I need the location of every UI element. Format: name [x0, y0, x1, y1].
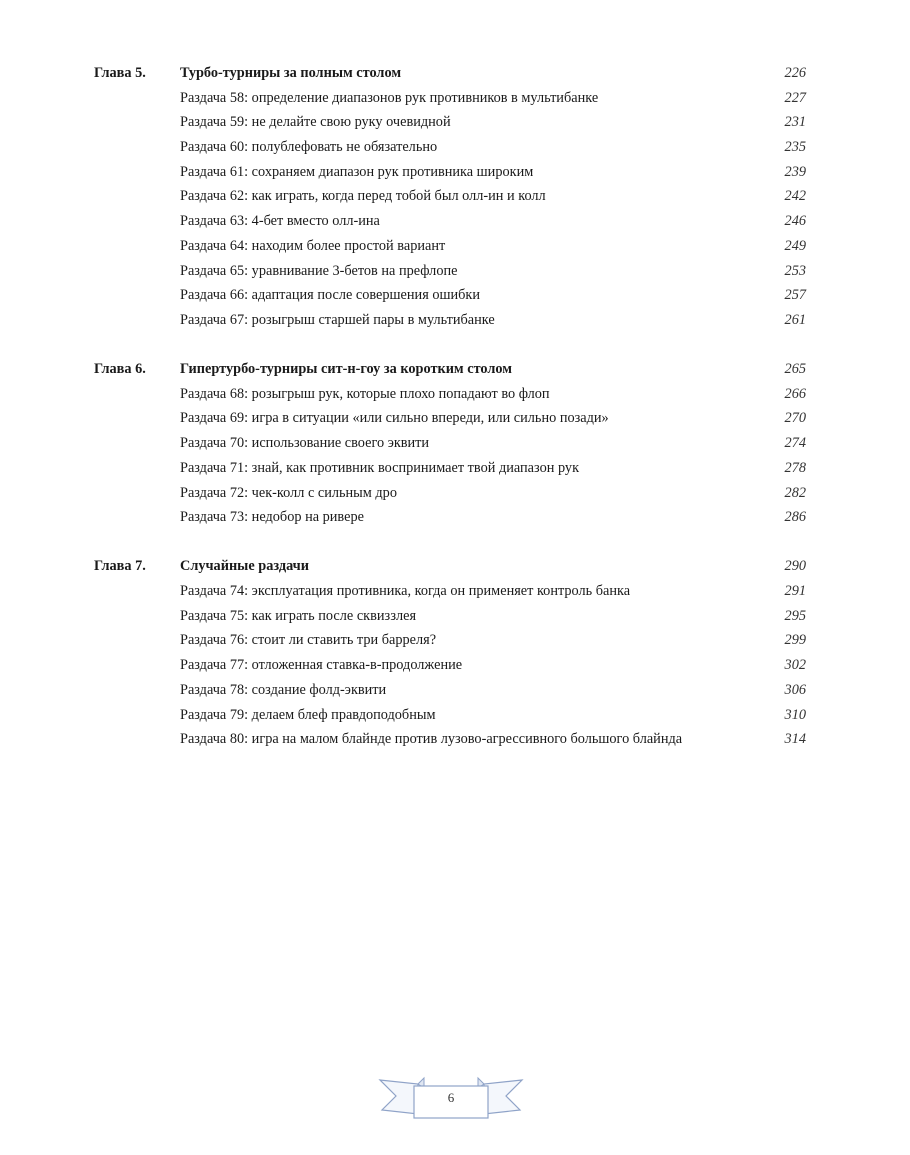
entry-title: Раздача 65: уравнивание 3-бетов на префлопе	[180, 262, 458, 279]
page-ref: 227	[784, 89, 806, 106]
toc-entry[interactable]	[94, 406, 806, 431]
toc-entry[interactable]	[94, 308, 806, 333]
page-ref: 295	[784, 607, 806, 624]
chapter-section	[94, 554, 806, 752]
entry-title: Раздача 76: стоит ли ставить три барреля?	[180, 632, 437, 649]
page-ref: 249	[784, 237, 806, 254]
toc-entry[interactable]	[94, 604, 806, 629]
chapter-section	[94, 357, 806, 530]
entry-title: Раздача 72: чек-колл с сильным дро	[180, 484, 397, 501]
entry-title: Раздача 66: адаптация после совершения ошибки	[180, 287, 481, 304]
page-ref: 282	[784, 484, 806, 501]
page-ref: 286	[784, 509, 806, 526]
entry-title: Раздача 62: как играть, когда перед тобой был олл-ин и колл	[180, 188, 546, 205]
page-ref: 231	[784, 114, 806, 131]
entry-title: Раздача 71: знай, как противник воспринимает твой диапазон рук	[180, 459, 580, 476]
page-ref: 257	[784, 287, 806, 304]
chapter-section	[94, 61, 806, 333]
toc-entry[interactable]	[94, 382, 806, 407]
entry-title: Раздача 67: розыгрыш старшей пары в мультибанке	[180, 311, 495, 328]
page-ref: 235	[784, 139, 806, 156]
entry-title: Раздача 64: находим более простой вариант	[180, 237, 446, 254]
chapter-title: Гипертурбо-турниры сит-н-гоу за коротким столом	[180, 361, 513, 378]
toc-entry[interactable]	[94, 110, 806, 135]
entry-title: Раздача 69: игра в ситуации «или сильно впереди, или сильно позади»	[180, 410, 609, 427]
page-ref: 278	[784, 459, 806, 476]
page-ref: 306	[784, 681, 806, 698]
toc-entry[interactable]	[94, 431, 806, 456]
entry-title: Раздача 59: не делайте свою руку очевидной	[180, 114, 451, 131]
toc-entry[interactable]	[94, 209, 806, 234]
toc-entry[interactable]	[94, 628, 806, 653]
chapter-title: Случайные раздачи	[180, 558, 309, 575]
entry-title: Раздача 61: сохраняем диапазон рук противника широким	[180, 163, 534, 180]
entry-title: Раздача 77: отложенная ставка-в-продолжение	[180, 657, 463, 674]
toc-entry[interactable]	[94, 653, 806, 678]
page-ref: 266	[784, 385, 806, 402]
chapter-heading[interactable]	[94, 61, 806, 86]
page-ref: 265	[784, 361, 806, 378]
toc-entry[interactable]	[94, 259, 806, 284]
toc-entry[interactable]	[94, 184, 806, 209]
page-number: 6	[447, 1090, 455, 1105]
toc-entry[interactable]	[94, 727, 806, 752]
toc-entry[interactable]	[94, 86, 806, 111]
page-ref: 242	[784, 188, 806, 205]
toc-entry[interactable]	[94, 234, 806, 259]
entry-title: Раздача 73: недобор на ривере	[180, 509, 364, 526]
chapter-label: Глава 7.	[94, 558, 146, 575]
page-ref: 226	[784, 65, 806, 81]
toc-entry[interactable]	[94, 505, 806, 530]
entry-title: Раздача 58: определение диапазонов рук противников в мультибанке	[180, 89, 599, 106]
toc-entry[interactable]	[94, 283, 806, 308]
page-ref: 291	[784, 583, 806, 600]
entry-title: Раздача 80: игра на малом блайнде против лузово-агрессивного большого блайнда	[180, 731, 683, 748]
toc-entry[interactable]	[94, 481, 806, 506]
page-ref: 246	[784, 213, 806, 230]
page-ref: 239	[784, 163, 806, 180]
page-ref: 270	[784, 410, 806, 427]
entry-title: Раздача 78: создание фолд-эквити	[180, 681, 387, 698]
toc-entry[interactable]	[94, 703, 806, 728]
entry-title: Раздача 74: эксплуатация противника, когда он применяет контроль банка	[180, 583, 631, 600]
chapter-label: Глава 6.	[94, 361, 146, 378]
entry-title: Раздача 75: как играть после сквиззлея	[180, 607, 417, 624]
entry-title: Раздача 63: 4-бет вместо олл-ина	[180, 213, 380, 230]
page-ref: 302	[784, 657, 806, 674]
entry-title: Раздача 68: розыгрыш рук, которые плохо попадают во флоп	[180, 385, 550, 402]
page-ref: 290	[784, 558, 806, 575]
page-footer-ribbon	[378, 1074, 524, 1122]
chapter-title: Турбо-турниры за полным столом	[180, 65, 402, 81]
toc-entry[interactable]	[94, 160, 806, 185]
chapter-heading[interactable]	[94, 357, 806, 382]
toc-entry[interactable]	[94, 456, 806, 481]
entry-title: Раздача 79: делаем блеф правдоподобным	[180, 706, 436, 723]
toc-entry[interactable]	[94, 579, 806, 604]
chapter-heading[interactable]	[94, 554, 806, 579]
page-ref: 261	[784, 311, 806, 328]
page-ref: 274	[784, 435, 806, 452]
page-ref: 314	[784, 731, 806, 748]
toc-entry[interactable]	[94, 678, 806, 703]
table-of-contents	[94, 61, 806, 776]
chapter-label: Глава 5.	[94, 65, 146, 81]
page-ref: 253	[784, 262, 806, 279]
entry-title: Раздача 60: полублефовать не обязательно	[180, 139, 438, 156]
page-ref: 299	[784, 632, 806, 649]
page-ref: 310	[784, 706, 806, 723]
toc-entry[interactable]	[94, 135, 806, 160]
entry-title: Раздача 70: использование своего эквити	[180, 435, 430, 452]
